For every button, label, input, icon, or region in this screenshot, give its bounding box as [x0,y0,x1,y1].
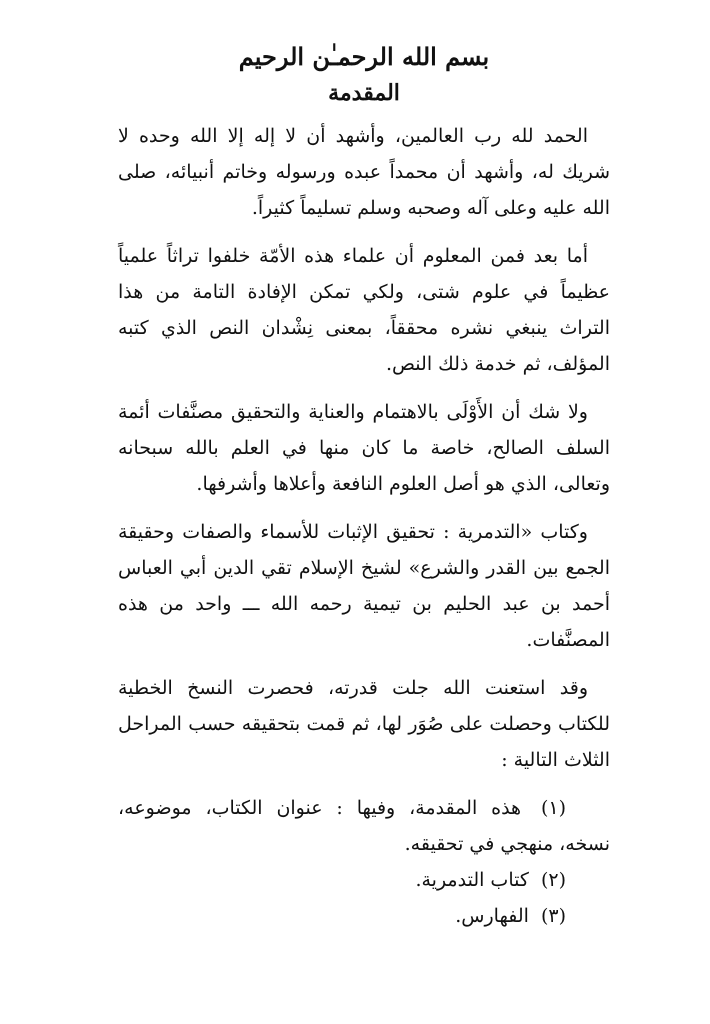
list-number: (٣) [540,905,566,927]
basmala-heading: بسم الله الرحمـٰن الرحيم [238,42,490,71]
paragraph: ولا شك أن الأَوْلَى بالاهتمام والعناية والتحقيق مصنَّفات أئمة السلف الصالح، خاصة ما كان منها في العلم بالله سبحانه وتعالى، الذي هو أصل العلوم النافعة وأعلاها وأشرفها. [118,401,610,495]
section-title: المقدمة [328,80,400,106]
paragraph: وقد استعنت الله جلت قدرته، فحصرت النسخ الخطية للكتاب وحصلت على صُوَر لها، ثم قمت بتحقيقه حسب المراحل الثلاث التالية : [118,677,610,771]
list-number: (٢) [540,869,566,891]
list-item [118,790,610,862]
list-item [118,862,610,898]
stages-list [118,790,610,934]
paragraph: وكتاب «التدمرية : تحقيق الإثبات للأسماء والصفات وحقيقة الجمع بين القدر والشرع» لشيخ الإسلام تقي الدين أبي العباس أحمد بن عبد الحليم بن تيمية رحمه الله ـــ واحد من هذه المصنَّفات. [118,521,610,651]
list-text: هذه المقدمة، وفيها : عنوان الكتاب، موضوعه، نسخه، منهجي في تحقيقه. [118,797,610,855]
paragraph: الحمد لله رب العالمين، وأشهد أن لا إله إلا الله وحده لا شريك له، وأشهد أن محمداً عبده ورسوله وخاتم أنبيائه، صلى الله عليه وعلى آله وصحبه وسلم تسليماً كثيراً. [118,125,610,219]
list-text: الفهارس. [455,905,529,927]
list-number: (١) [540,797,566,819]
list-text: كتاب التدمرية. [415,869,529,891]
list-item [118,898,610,934]
paragraph: أما بعد فمن المعلوم أن علماء هذه الأمّة خلفوا تراثاً علمياً عظيماً في علوم شتى، ولكي تمكن الإفادة التامة من هذا التراث ينبغي نشره محققاً، بمعنى نِشْدان النص الذي كتبه المؤلف، ثم خدمة ذلك النص. [118,245,610,375]
